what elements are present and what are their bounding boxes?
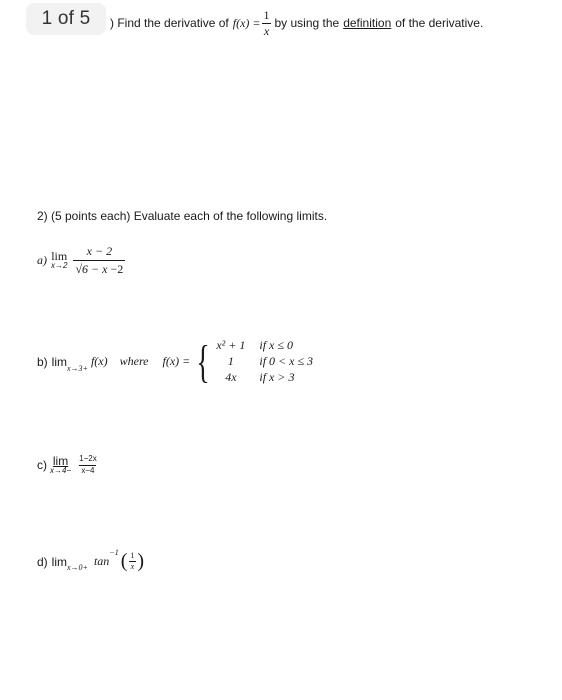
q1-mid-text: by using the [274, 16, 340, 31]
part-c-label: c) [37, 458, 47, 472]
part-c-lim-approach: x→4− [50, 466, 72, 475]
piecewise-case-condition: if x ≤ 0 [259, 338, 293, 352]
part-c-fraction [77, 455, 99, 475]
left-paren-icon: ( [120, 550, 128, 572]
part-b-lim-approach: x→3+ [67, 364, 88, 373]
part-d-lim-word: lim [51, 554, 67, 569]
question-1 [110, 9, 483, 37]
part-c-denominator: x−4 [81, 465, 95, 475]
part-b-where: where [119, 354, 149, 368]
piecewise-case-value: 4x [225, 370, 237, 384]
square-root-icon: √ [75, 261, 83, 276]
part-d-numerator: 1 [130, 550, 135, 560]
definition-link[interactable]: definition [343, 16, 392, 31]
part-a-denominator-tail: −2 [107, 261, 124, 276]
part-a-radicand: 6 − x [82, 261, 108, 276]
q1-fraction [261, 9, 271, 37]
part-a-lim-word: lim [51, 249, 68, 264]
q1-fraction-numerator: 1 [263, 8, 270, 22]
q1-function: f(x) = [232, 15, 261, 30]
q1-prefix: ) Find the derivative of [110, 16, 229, 31]
part-a-denominator [73, 260, 125, 276]
part-d-denominator: x [130, 562, 135, 571]
part-d-label: d) [37, 554, 48, 569]
part-d [37, 550, 144, 573]
part-b-label: b) [37, 354, 48, 369]
part-a-lim-approach: x→2 [51, 261, 68, 271]
q1-fraction-denominator: x [263, 23, 270, 38]
part-a-label: a) [37, 252, 47, 267]
part-b-fx: f(x) [90, 354, 108, 368]
piecewise-case-value: 1 [227, 354, 234, 368]
q1-suffix: of the derivative. [395, 16, 484, 31]
question-2-heading: 2) (5 points each) Evaluate each of the following limits. [37, 209, 328, 223]
part-d-function: tan [93, 554, 110, 568]
part-a-limit [51, 250, 67, 270]
part-d-lim-approach: x→0+ [67, 563, 88, 572]
left-brace-icon: { [196, 335, 210, 387]
piecewise-case-value: x² + 1 [216, 338, 246, 352]
part-d-exponent: −1 [109, 548, 119, 557]
part-d-argument [121, 550, 144, 573]
page-counter: 1 of 5 [26, 3, 106, 35]
part-b-function-lhs: f(x) = [162, 354, 191, 368]
part-a [37, 245, 126, 275]
part-c-lim-word: lim [52, 454, 69, 468]
part-d-fraction [128, 552, 136, 572]
part-b-lim-word: lim [51, 354, 67, 369]
part-a-numerator: x − 2 [86, 244, 113, 258]
piecewise-case-condition: if 0 < x ≤ 3 [259, 354, 314, 368]
part-c [37, 455, 100, 475]
piecewise-cases [216, 338, 313, 385]
piecewise-function [190, 335, 314, 387]
part-c-numerator: 1−2x [79, 454, 97, 464]
part-a-fraction [73, 245, 125, 275]
part-c-limit [50, 455, 71, 475]
part-b [37, 335, 314, 387]
right-paren-icon: ) [137, 550, 145, 572]
piecewise-case-condition: if x > 3 [259, 370, 295, 384]
